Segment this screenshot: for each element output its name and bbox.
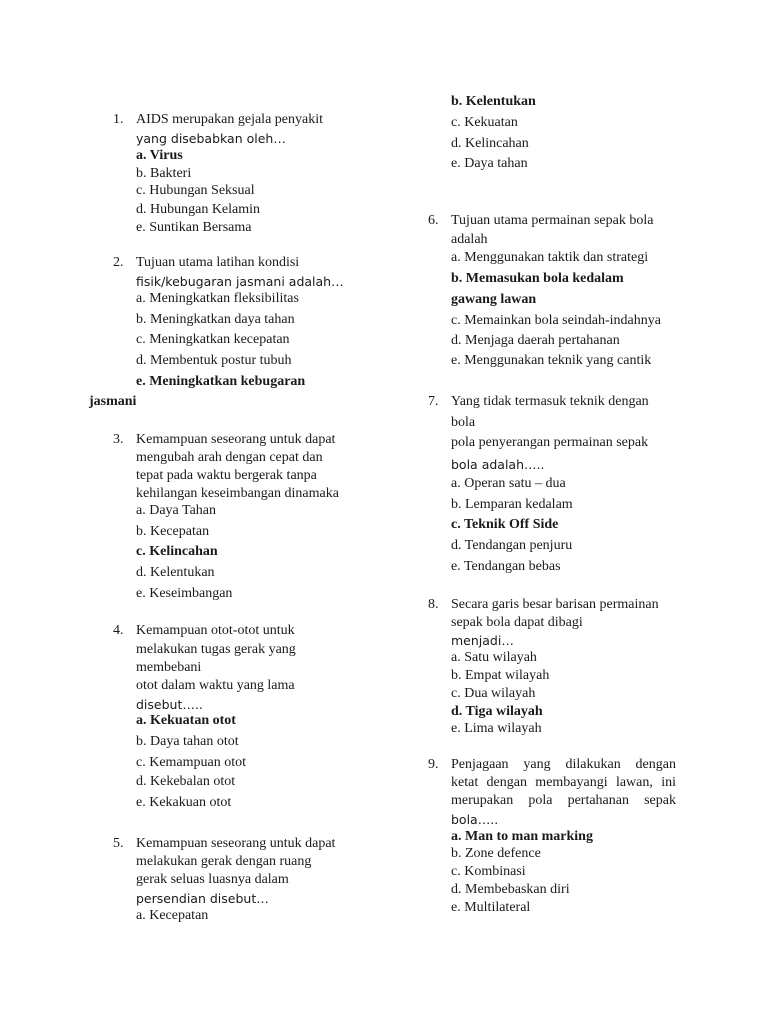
question-7-text: pola penyerangan permainan sepak	[451, 435, 649, 450]
question-3-option-c: c. Kelincahan	[136, 544, 218, 559]
question-6-number: 6.	[428, 213, 439, 228]
question-5-option-a: a. Kecepatan	[136, 908, 209, 923]
question-3-option-a: a. Daya Tahan	[136, 503, 217, 518]
question-7-text: Yang tidak termasuk teknik dengan	[451, 394, 649, 409]
question-3-text: Kemampuan seseorang untuk dapat	[136, 432, 336, 447]
question-5-option-b: b. Kelentukan	[451, 94, 536, 109]
question-6-option-b-wrap: gawang lawan	[451, 292, 537, 307]
question-5-text: Kemampuan seseorang untuk dapat	[136, 836, 336, 851]
question-9-text: merupakan pola pertahanan sepak	[451, 793, 676, 808]
question-1-option-a: a. Virus	[136, 148, 183, 163]
question-8-option-a: a. Satu wilayah	[451, 650, 537, 665]
question-7-option-e: e. Tendangan bebas	[451, 559, 561, 574]
question-8-text: Secara garis besar barisan permainan	[451, 597, 659, 612]
question-6-text: Tujuan utama permainan sepak bola	[451, 213, 654, 228]
question-7-option-b: b. Lemparan kedalam	[451, 497, 573, 512]
question-4-text: melakukan tugas gerak yang	[136, 642, 296, 657]
question-8-option-e: e. Lima wilayah	[451, 721, 542, 736]
question-1-option-b: b. Bakteri	[136, 166, 192, 181]
question-4-number: 4.	[113, 623, 124, 638]
question-2-option-a: a. Meningkatkan fleksibilitas	[136, 291, 299, 306]
question-6-option-a: a. Menggunakan taktik dan strategi	[451, 250, 649, 265]
question-7-number: 7.	[428, 394, 439, 409]
question-7-text: bola	[451, 415, 476, 430]
question-1-option-e: e. Suntikan Bersama	[136, 220, 252, 235]
question-8-option-d: d. Tiga wilayah	[451, 704, 543, 719]
question-5-option-c: c. Kekuatan	[451, 115, 518, 130]
question-7-option-c: c. Teknik Off Side	[451, 517, 559, 532]
question-9-option-a: a. Man to man marking	[451, 829, 593, 844]
question-4-option-e: e. Kekakuan otot	[136, 795, 232, 810]
question-7-option-d: d. Tendangan penjuru	[451, 538, 573, 553]
question-9-option-b: b. Zone defence	[451, 846, 541, 861]
question-1-text: yang disebabkan oleh…	[136, 131, 286, 146]
question-3-text: mengubah arah dengan cepat dan	[136, 450, 323, 465]
question-2-text: Tujuan utama latihan kondisi	[136, 255, 300, 270]
question-8-option-b: b. Empat wilayah	[451, 668, 550, 683]
question-3-text: kehilangan keseimbangan dinamaka	[136, 486, 339, 501]
question-4-option-b: b. Daya tahan otot	[136, 734, 239, 749]
question-7-text: bola adalah…..	[451, 457, 545, 472]
question-3-text: tepat pada waktu bergerak tanpa	[136, 468, 317, 483]
question-1-text: AIDS merupakan gejala penyakit	[136, 112, 323, 127]
question-5-text: gerak seluas luasnya dalam	[136, 872, 289, 887]
question-1-option-c: c. Hubungan Seksual	[136, 183, 255, 198]
question-2-option-c: c. Meningkatkan kecepatan	[136, 332, 290, 347]
question-5-option-e: e. Daya tahan	[451, 156, 528, 171]
question-7-option-a: a. Operan satu – dua	[451, 476, 566, 491]
question-5-option-d: d. Kelincahan	[451, 136, 529, 151]
question-8-number: 8.	[428, 597, 439, 612]
question-9-option-c: c. Kombinasi	[451, 864, 526, 879]
question-6-option-e: e. Menggunakan teknik yang cantik	[451, 353, 652, 368]
question-4-text: Kemampuan otot-otot untuk	[136, 623, 295, 638]
question-6-option-b: b. Memasukan bola kedalam	[451, 271, 624, 286]
question-6-text: adalah	[451, 232, 488, 247]
question-9-text: ketat dengan membayangi lawan, ini	[451, 775, 676, 790]
question-5-text: melakukan gerak dengan ruang	[136, 854, 312, 869]
question-1-option-d: d. Hubungan Kelamin	[136, 202, 261, 217]
question-2-text: fisik/kebugaran jasmani adalah…	[136, 274, 344, 289]
question-2-option-e: e. Meningkatkan kebugaran	[136, 374, 306, 389]
question-3-option-d: d. Kelentukan	[136, 565, 215, 580]
question-1-number: 1.	[113, 112, 124, 127]
question-5-text: persendian disebut…	[136, 891, 269, 906]
question-9-number: 9.	[428, 757, 439, 772]
question-4-text: disebut…..	[136, 697, 203, 712]
question-3-option-b: b. Kecepatan	[136, 524, 210, 539]
question-6-option-c: c. Memainkan bola seindah-indahnya	[451, 313, 661, 328]
question-8-text: sepak bola dapat dibagi	[451, 615, 583, 630]
question-6-option-d: d. Menjaga daerah pertahanan	[451, 333, 620, 348]
question-4-option-d: d. Kekebalan otot	[136, 774, 236, 789]
question-5-number: 5.	[113, 836, 124, 851]
question-4-option-c: c. Kemampuan otot	[136, 755, 247, 770]
question-8-text: menjadi…	[451, 633, 514, 648]
question-9-text: bola…..	[451, 812, 499, 827]
question-4-text: otot dalam waktu yang lama	[136, 678, 295, 693]
question-4-option-a: a. Kekuatan otot	[136, 713, 236, 728]
question-2-number: 2.	[113, 255, 124, 270]
question-2-option-b: b. Meningkatkan daya tahan	[136, 312, 295, 327]
question-3-number: 3.	[113, 432, 124, 447]
question-8-option-c: c. Dua wilayah	[451, 686, 536, 701]
question-4-text: membebani	[136, 660, 202, 675]
question-9-text: Penjagaan yang dilakukan dengan	[451, 757, 676, 772]
question-9-option-e: e. Multilateral	[451, 900, 531, 915]
question-9-option-d: d. Membebaskan diri	[451, 882, 570, 897]
question-2-option-d: d. Membentuk postur tubuh	[136, 353, 292, 368]
question-3-option-e: e. Keseimbangan	[136, 586, 233, 601]
question-2-option-e-wrap: jasmani	[89, 394, 137, 409]
